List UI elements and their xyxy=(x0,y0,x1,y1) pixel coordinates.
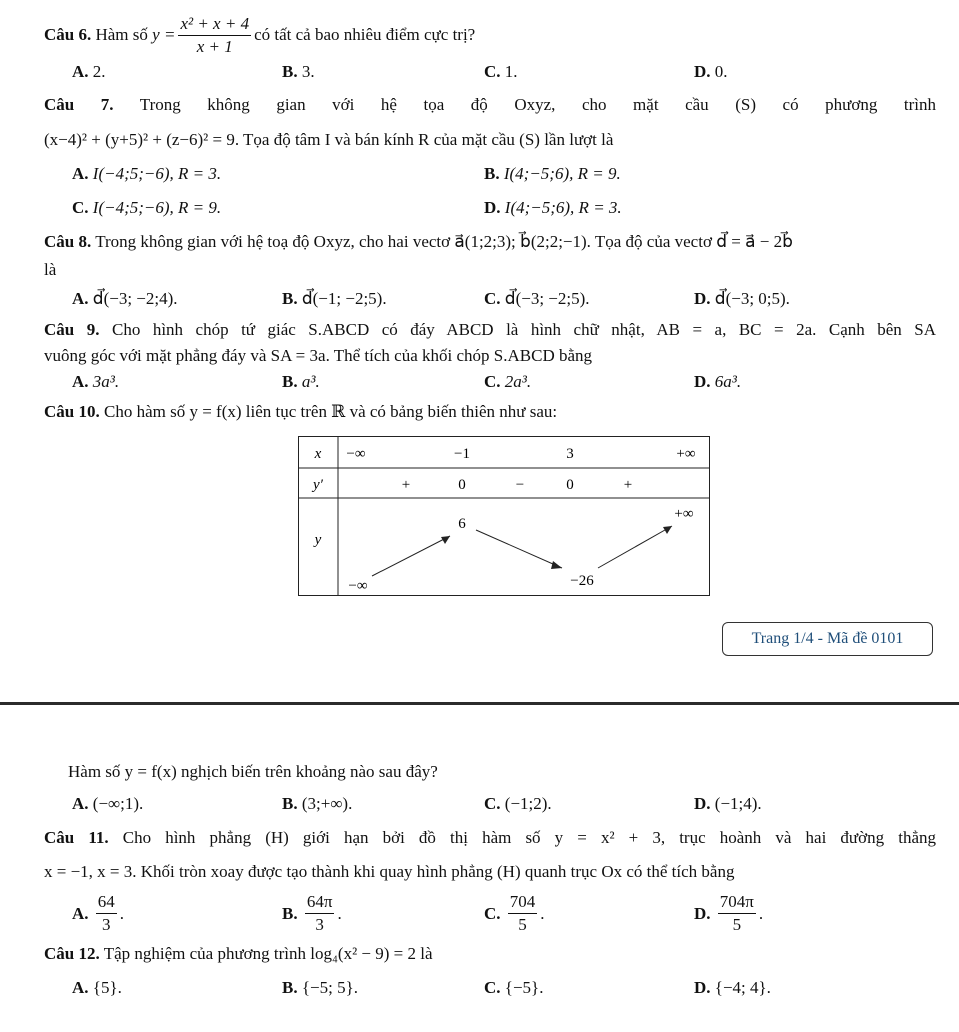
q11-opt-c-fraction xyxy=(508,892,538,935)
q6-opt-d-value: 0. xyxy=(714,62,728,81)
q10-opt-a-value: (−∞;1). xyxy=(92,794,144,813)
q10-text1: Cho hàm số y = f(x) liên tục trên ℝ và có bảng biến thiên như sau: xyxy=(103,402,558,421)
q8-option-a[interactable] xyxy=(72,289,178,309)
q11-opt-b-fraction xyxy=(305,892,335,935)
q12-opt-a-value: {5}. xyxy=(92,978,122,997)
q6-option-b[interactable] xyxy=(282,62,315,82)
q10-opt-a-letter: A. xyxy=(72,794,89,813)
q10-opt-c-value: (−1;2). xyxy=(504,794,552,813)
q9-line2 xyxy=(44,346,592,366)
yp-sign-3: + xyxy=(623,477,633,493)
q9-option-c[interactable] xyxy=(484,372,531,392)
q7-label: Câu 7. xyxy=(44,95,114,114)
q6-option-c[interactable] xyxy=(484,62,518,82)
q7-opt-b-value: I(4;−5;6), R = 9. xyxy=(503,164,621,183)
q11-opt-d-den: 5 xyxy=(732,915,742,934)
q8-line2 xyxy=(44,260,56,280)
q10-opt-c-letter: C. xyxy=(484,794,501,813)
q6-fraction xyxy=(178,14,251,57)
q7-opt-d-letter: D. xyxy=(484,198,501,217)
q11-opt-d-num: 704π xyxy=(718,892,756,914)
q8-option-d[interactable] xyxy=(694,289,790,309)
q9-option-a[interactable] xyxy=(72,372,119,392)
q8-text1: Trong không gian với hệ toạ độ Oxyz, cho hai vectơ a⃗(1;2;3); b⃗(2;2;−1). Tọa độ của vectơ d⃗ = a⃗ − 2b⃗ xyxy=(95,232,793,251)
y-value-pos-inf: +∞ xyxy=(674,506,694,522)
q12-opt-b-value: {−5; 5}. xyxy=(301,978,358,997)
q10-option-d[interactable] xyxy=(694,794,762,814)
q11-option-b[interactable]: B. $\frac{64\pi}{3}$ . xyxy=(282,892,342,934)
q7-line2 xyxy=(44,130,613,150)
arrow-up-1 xyxy=(372,536,450,576)
q6-fx-num: x² + x + 4 xyxy=(178,14,251,36)
q12-opt-c-letter: C. xyxy=(484,978,501,997)
q12-option-d[interactable] xyxy=(694,978,771,998)
x-value-3: 3 xyxy=(566,446,574,462)
x-value-neg-inf: −∞ xyxy=(346,446,366,462)
q11-option-c[interactable]: C. $\frac{704}{5}$ . xyxy=(484,892,545,934)
q11-opt-c-letter: C. xyxy=(484,903,501,923)
q9-opt-b-value: a³. xyxy=(301,372,320,391)
q7-option-d[interactable] xyxy=(484,198,622,218)
q10-opt-b-letter: B. xyxy=(282,794,298,813)
q7-text2: (x−4)² + (y+5)² + (z−6)² = 9. Tọa độ tâm I và bán kính R của mặt cầu (S) lần lượt là xyxy=(44,130,614,149)
yp-sign-1: + xyxy=(401,477,411,493)
q7-opt-a-letter: A. xyxy=(72,164,89,183)
q9-opt-c-letter: C. xyxy=(484,372,501,391)
q8-opt-c-value: d⃗(−3; −2;5). xyxy=(504,289,590,308)
q6-option-a[interactable] xyxy=(72,62,106,82)
q12-text1: Tập nghiệm của phương trình log₄(x² − 9) = 2 là xyxy=(103,944,433,963)
y-value-neg26: −26 xyxy=(570,573,594,589)
q10-label: Câu 10. xyxy=(44,402,100,421)
q12-line1 xyxy=(44,944,433,964)
q8-option-c[interactable] xyxy=(484,289,590,309)
yp-sign-2: − xyxy=(515,477,525,493)
q7-opt-c-value: I(−4;5;−6), R = 9. xyxy=(92,198,222,217)
x-value-neg1: −1 xyxy=(454,446,470,462)
q6-opt-c-letter: C. xyxy=(484,62,501,81)
q9-line1 xyxy=(44,320,936,340)
q10-opt-b-value: (3;+∞). xyxy=(301,794,353,813)
q11-opt-b-letter: B. xyxy=(282,903,298,923)
q8-opt-a-value: d⃗(−3; −2;4). xyxy=(92,289,178,308)
page-divider xyxy=(0,702,959,705)
q8-opt-c-letter: C. xyxy=(484,289,501,308)
q9-opt-d-letter: D. xyxy=(694,372,711,391)
q6-fx-den: x + 1 xyxy=(196,36,233,56)
q9-opt-d-value: 6a³. xyxy=(714,372,742,391)
q10-option-c[interactable] xyxy=(484,794,552,814)
q11-opt-a-num: 64 xyxy=(96,892,117,914)
q7-option-b[interactable] xyxy=(484,164,621,184)
q12-opt-b-letter: B. xyxy=(282,978,298,997)
q7-line1 xyxy=(44,95,936,115)
q8-opt-a-letter: A. xyxy=(72,289,89,308)
q6-opt-a-value: 2. xyxy=(92,62,106,81)
q11-text2: x = −1, x = 3. Khối tròn xoay được tạo thành khi quay hình phẳng (H) quanh trục Ox có thể tích bằng xyxy=(44,862,735,881)
q9-text2: vuông góc với mặt phẳng đáy và SA = 3a. Thể tích của khối chóp S.ABCD bằng xyxy=(44,346,593,365)
q6-opt-b-value: 3. xyxy=(301,62,315,81)
q6-text-after: có tất cả bao nhiêu điểm cực trị? xyxy=(254,25,476,44)
page-footer-label: Trang 1/4 - Mã đề 0101 xyxy=(722,622,933,656)
q12-opt-d-letter: D. xyxy=(694,978,711,997)
q10-line1 xyxy=(44,402,557,422)
q9-opt-a-value: 3a³. xyxy=(92,372,120,391)
q11-opt-b-den: 3 xyxy=(315,915,324,934)
q12-label: Câu 12. xyxy=(44,944,100,963)
q10-continuation-text: Hàm số y = f(x) nghịch biến trên khoảng nào sau đây? xyxy=(68,762,438,781)
q8-line1 xyxy=(44,232,793,252)
arrowhead-down xyxy=(551,561,562,569)
q12-option-c[interactable] xyxy=(484,978,543,998)
q7-opt-c-letter: C. xyxy=(72,198,89,217)
x-value-pos-inf: +∞ xyxy=(676,446,696,462)
q11-option-a[interactable]: A. $\frac{64}{3}$ . xyxy=(72,892,125,934)
q11-text1: Cho hình phẳng (H) giới hạn bởi đồ thị hàm số y = x² + 3, trục hoành và hai đường thẳng xyxy=(122,828,937,847)
q9-option-d[interactable] xyxy=(694,372,741,392)
q10-option-a[interactable] xyxy=(72,794,143,814)
q11-line2 xyxy=(44,862,734,882)
q6-opt-c-value: 1. xyxy=(504,62,518,81)
q12-option-a[interactable] xyxy=(72,978,122,998)
q7-option-a[interactable] xyxy=(72,164,221,184)
q6-opt-a-letter: A. xyxy=(72,62,89,81)
q6-option-d[interactable] xyxy=(694,62,728,82)
q7-opt-d-value: I(4;−5;6), R = 3. xyxy=(504,198,622,217)
q9-opt-a-letter: A. xyxy=(72,372,89,391)
arrow-up-2 xyxy=(598,526,672,568)
table-y-label: y xyxy=(314,532,322,548)
q12-opt-d-value: {−4; 4}. xyxy=(714,978,771,997)
q11-opt-d-fraction xyxy=(718,892,756,935)
yp-zero-1: 0 xyxy=(458,477,466,493)
q9-text1: Cho hình chóp tứ giác S.ABCD có đáy ABCD là hình chữ nhật, AB = a, BC = 2a. Cạnh bên SA xyxy=(111,320,937,339)
q12-opt-a-letter: A. xyxy=(72,978,89,997)
q8-opt-d-value: d⃗(−3; 0;5). xyxy=(714,289,790,308)
q7-opt-b-letter: B. xyxy=(484,164,500,183)
q6-text-before: Hàm số xyxy=(95,25,148,44)
q11-label: Câu 11. xyxy=(44,828,109,847)
q6-label: Câu 6. xyxy=(44,25,92,44)
q7-text1: Trong không gian với hệ tọa độ Oxyz, cho mặt cầu (S) có phương trình xyxy=(139,95,937,114)
q6-opt-b-letter: B. xyxy=(282,62,298,81)
q12-opt-c-value: {−5}. xyxy=(504,978,544,997)
q11-opt-b-num: 64π xyxy=(305,892,335,914)
table-yp-label: y′ xyxy=(313,477,323,493)
q8-text2: là xyxy=(44,260,57,279)
q10-continuation xyxy=(68,762,438,782)
q8-option-b[interactable] xyxy=(282,289,387,309)
variation-table xyxy=(298,436,710,596)
arrow-down xyxy=(476,530,562,568)
q9-option-b[interactable] xyxy=(282,372,320,392)
q11-opt-d-letter: D. xyxy=(694,903,711,923)
q6-stem xyxy=(44,14,475,56)
q11-opt-c-den: 5 xyxy=(518,915,527,934)
q8-label: Câu 8. xyxy=(44,232,92,251)
yp-zero-2: 0 xyxy=(566,477,574,493)
q11-line1 xyxy=(44,828,936,848)
q11-opt-a-den: 3 xyxy=(102,915,111,934)
q9-opt-b-letter: B. xyxy=(282,372,298,391)
q7-opt-a-value: I(−4;5;−6), R = 3. xyxy=(92,164,222,183)
q9-opt-c-value: 2a³. xyxy=(504,372,532,391)
q6-fx-lhs: y = xyxy=(152,25,176,44)
q11-option-d[interactable]: D. $\frac{704\pi}{5}$ . xyxy=(694,892,764,934)
y-value-6: 6 xyxy=(458,516,466,532)
table-x-label: x xyxy=(314,446,322,462)
q10-opt-d-letter: D. xyxy=(694,794,711,813)
y-value-neg-inf: −∞ xyxy=(348,578,368,594)
q11-opt-c-num: 704 xyxy=(508,892,538,914)
q8-opt-b-letter: B. xyxy=(282,289,298,308)
q10-opt-d-value: (−1;4). xyxy=(714,794,762,813)
q6-opt-d-letter: D. xyxy=(694,62,711,81)
q12-option-b[interactable] xyxy=(282,978,358,998)
q8-opt-b-value: d⃗(−1; −2;5). xyxy=(301,289,387,308)
q10-option-b[interactable] xyxy=(282,794,352,814)
q8-opt-d-letter: D. xyxy=(694,289,711,308)
q11-opt-a-fraction xyxy=(96,892,117,935)
q11-opt-a-letter: A. xyxy=(72,903,89,923)
q9-label: Câu 9. xyxy=(44,320,100,339)
q7-option-c[interactable] xyxy=(72,198,221,218)
